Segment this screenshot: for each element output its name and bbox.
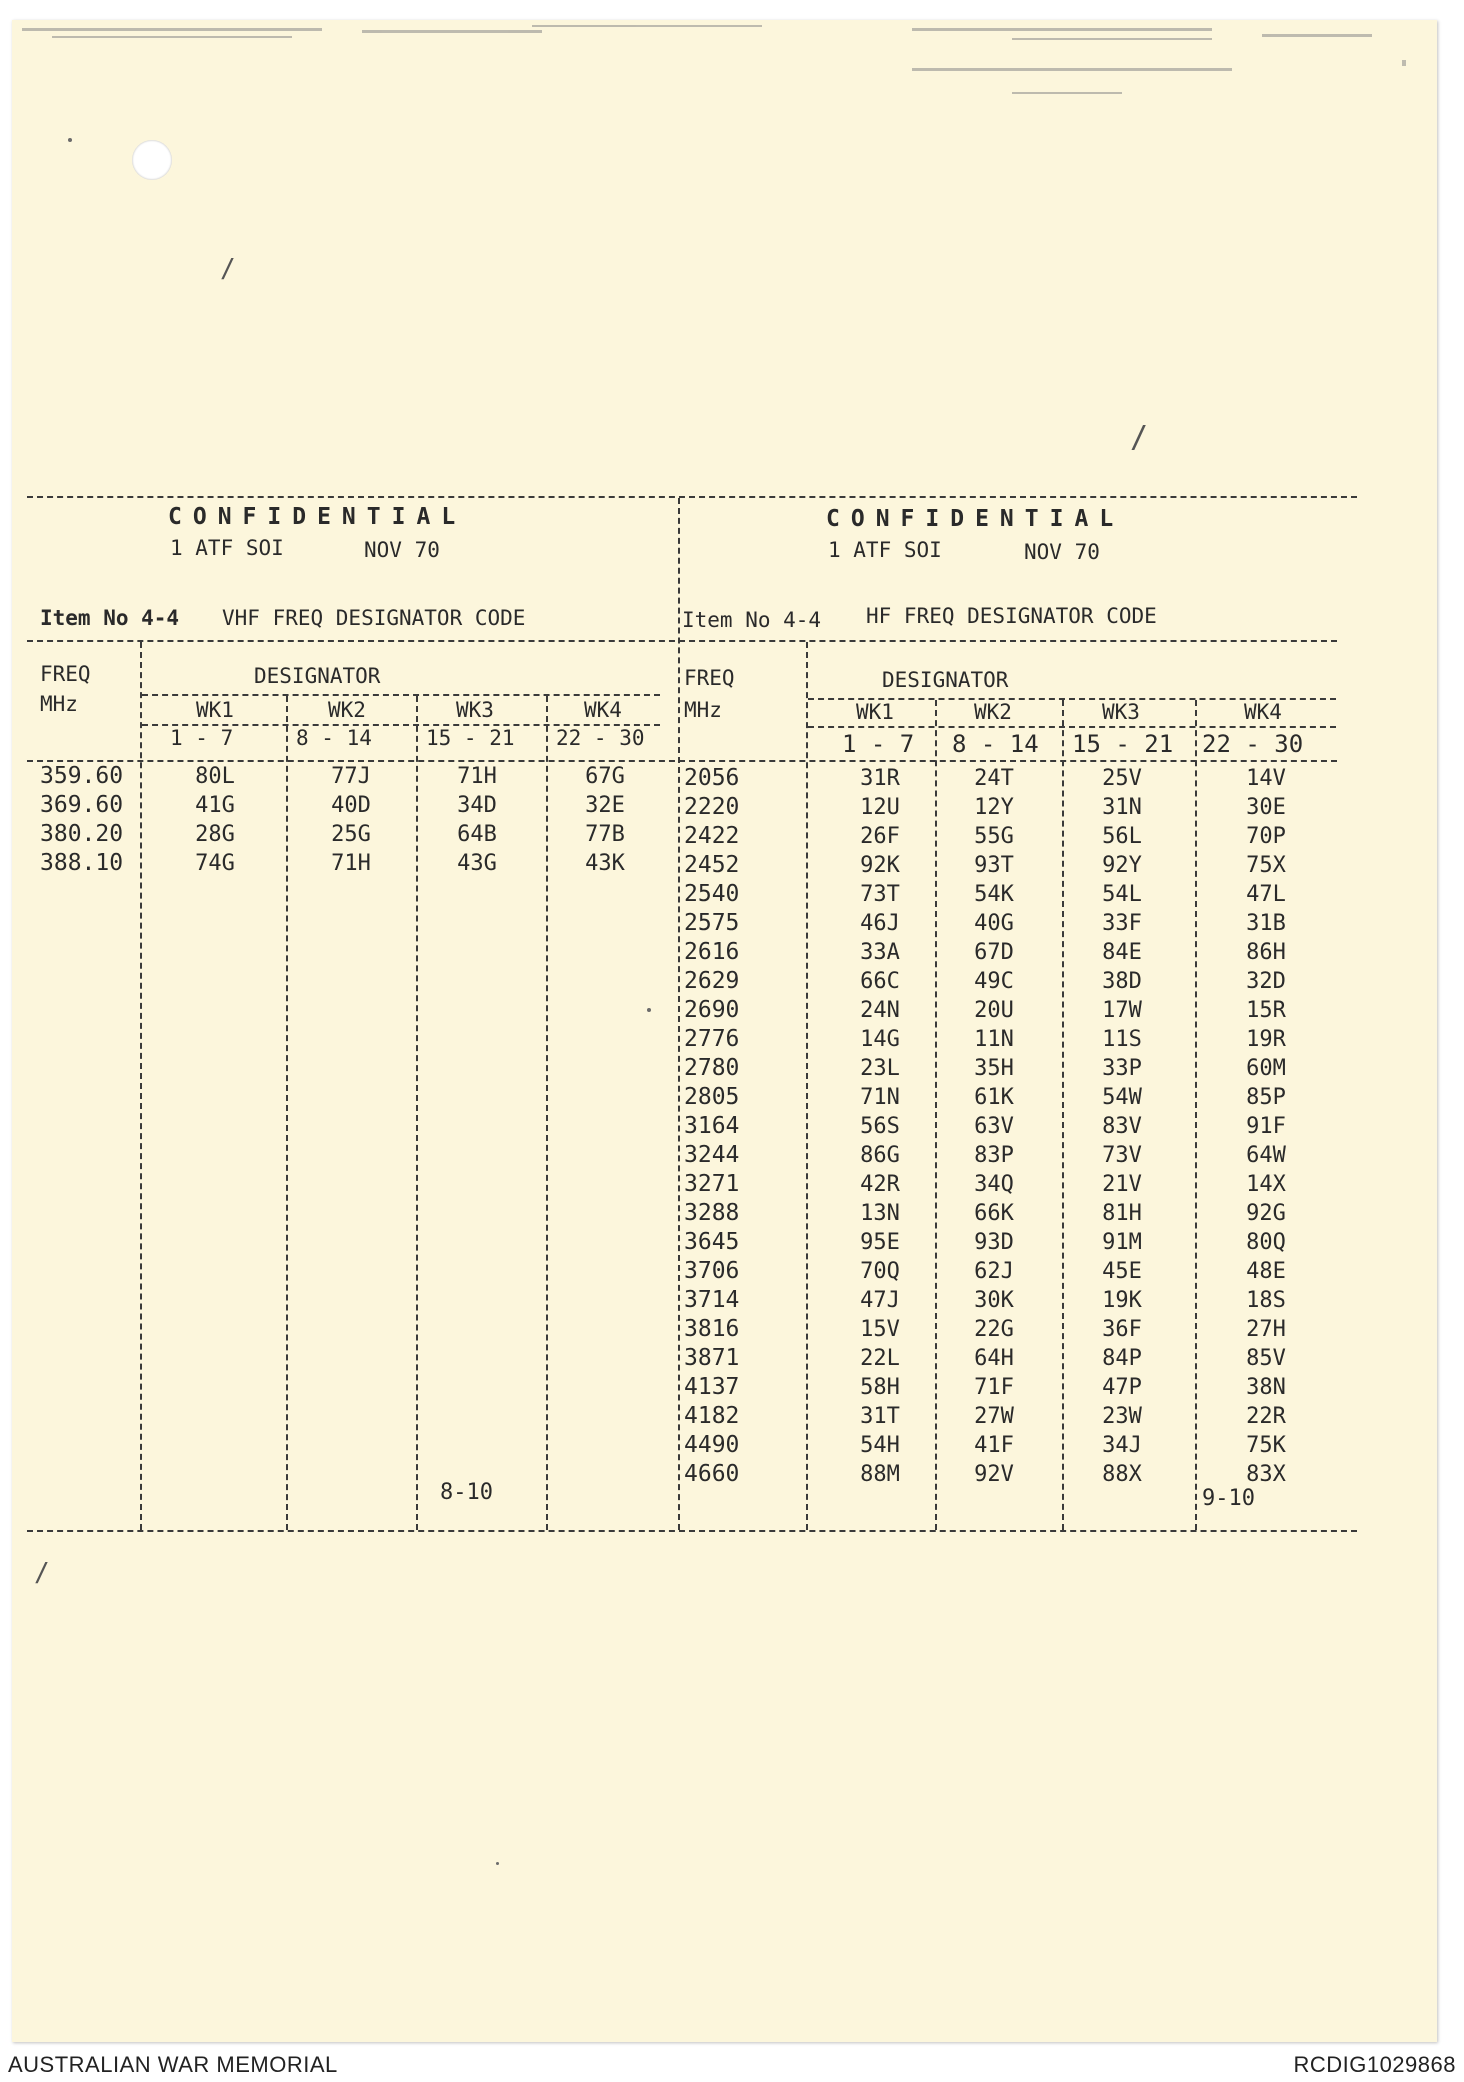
table-row [0, 967, 1464, 996]
wk1-cell: 28G [195, 822, 235, 847]
right-date-label: NOV 70 [1024, 540, 1100, 564]
wk2-cell: 55G [974, 824, 1014, 849]
wk1-cell: 13N [860, 1201, 900, 1226]
freq-cell: 3706 [684, 1258, 740, 1284]
top-edge-smudges [12, 20, 1437, 130]
wk3-cell: 31N [1102, 795, 1142, 820]
wk3-cell: 91M [1102, 1230, 1142, 1255]
wk1-cell: 31T [860, 1404, 900, 1429]
wk3-cell: 25V [1102, 766, 1142, 791]
wk1-cell: 31R [860, 766, 900, 791]
wk4-cell: 77B [585, 822, 625, 847]
header-rule [27, 640, 1337, 642]
wk2-cell: 71F [974, 1375, 1014, 1400]
wk3-cell: 38D [1102, 969, 1142, 994]
left-soi-label: 1 ATF SOI [170, 536, 284, 560]
wk4-cell: 64W [1246, 1143, 1286, 1168]
table-row [0, 938, 1464, 967]
wk2-cell: 93T [974, 853, 1014, 878]
wk2-cell: 40D [331, 793, 371, 818]
wk1-cell: 70Q [860, 1259, 900, 1284]
left-page-reference: 8-10 [440, 1480, 493, 1505]
left-wk3-header: WK3 [456, 698, 494, 722]
freq-cell: 369.60 [40, 792, 124, 818]
left-range-3: 15 - 21 [426, 726, 515, 750]
table-row [0, 1431, 1464, 1460]
wk4-cell: 19R [1246, 1027, 1286, 1052]
freq-cell: 4182 [684, 1403, 740, 1429]
table-row [0, 1257, 1464, 1286]
wk1-cell: 26F [860, 824, 900, 849]
wk1-cell: 33A [860, 940, 900, 965]
wk3-cell: 23W [1102, 1404, 1142, 1429]
freq-cell: 3271 [684, 1171, 740, 1197]
right-confidential-heading: CONFIDENTIAL [826, 506, 1125, 532]
wk2-cell: 62J [974, 1259, 1014, 1284]
wk2-cell: 83P [974, 1143, 1014, 1168]
right-item-number: Item No 4-4 [682, 608, 822, 632]
right-unit-label: MHz [684, 698, 722, 722]
wk3-cell: 54L [1102, 882, 1142, 907]
table-row [0, 1199, 1464, 1228]
wk4-cell: 38N [1246, 1375, 1286, 1400]
wk3-cell: 71H [457, 764, 497, 789]
wk2-cell: 22G [974, 1317, 1014, 1342]
document-page: / / / [12, 20, 1437, 2042]
wk1-cell: 54H [860, 1433, 900, 1458]
wk4-cell: 31B [1246, 911, 1286, 936]
wk4-cell: 85P [1246, 1085, 1286, 1110]
table-row [0, 1054, 1464, 1083]
wk1-cell: 86G [860, 1143, 900, 1168]
wk2-cell: 11N [974, 1027, 1014, 1052]
wk1-cell: 88M [860, 1462, 900, 1487]
wk4-cell: 75X [1246, 853, 1286, 878]
table-row [0, 996, 1464, 1025]
footer-source-label: AUSTRALIAN WAR MEMORIAL [8, 2052, 338, 2077]
wk4-cell: 92G [1246, 1201, 1286, 1226]
table-row [0, 1170, 1464, 1199]
wk2-cell: 49C [974, 969, 1014, 994]
wk3-cell: 34D [457, 793, 497, 818]
wk4-cell: 75K [1246, 1433, 1286, 1458]
right-table-body [0, 764, 1464, 1489]
left-wk4-header: WK4 [584, 698, 622, 722]
wk4-cell: 27H [1246, 1317, 1286, 1342]
wk1-cell: 12U [860, 795, 900, 820]
wk2-cell: 35H [974, 1056, 1014, 1081]
wk2-cell: 71H [331, 851, 371, 876]
table-row [0, 1286, 1464, 1315]
table-top-rule [27, 496, 1357, 498]
wk1-cell: 47J [860, 1288, 900, 1313]
wk4-cell: 47L [1246, 882, 1286, 907]
wk1-cell: 56S [860, 1114, 900, 1139]
freq-cell: 3871 [684, 1345, 740, 1371]
wk1-cell: 73T [860, 882, 900, 907]
left-wk2-header: WK2 [328, 698, 366, 722]
freq-cell: 2220 [684, 794, 740, 820]
wk1-cell: 15V [860, 1317, 900, 1342]
wk4-cell: 14V [1246, 766, 1286, 791]
wk1-cell: 80L [195, 764, 235, 789]
right-wk1-header: WK1 [856, 700, 894, 724]
table-row [0, 1228, 1464, 1257]
freq-cell: 3288 [684, 1200, 740, 1226]
freq-cell: 359.60 [40, 763, 124, 789]
left-designator-label: DESIGNATOR [254, 664, 381, 688]
right-table-title: HF FREQ DESIGNATOR CODE [866, 604, 1157, 628]
wk3-cell: 33F [1102, 911, 1142, 936]
table-row [0, 1460, 1464, 1489]
wk2-cell: 40G [974, 911, 1014, 936]
wk3-cell: 83V [1102, 1114, 1142, 1139]
wk3-cell: 33P [1102, 1056, 1142, 1081]
left-wk1-header: WK1 [196, 698, 234, 722]
freq-cell: 388.10 [40, 850, 124, 876]
right-range-3: 15 - 21 [1072, 730, 1174, 758]
left-table-title: VHF FREQ DESIGNATOR CODE [222, 606, 526, 630]
wk4-cell: 85V [1246, 1346, 1286, 1371]
table-row [0, 1315, 1464, 1344]
freq-cell: 2690 [684, 997, 740, 1023]
wk4-cell: 67G [585, 764, 625, 789]
right-range-2: 8 - 14 [952, 730, 1039, 758]
table-row [0, 1083, 1464, 1112]
wk2-cell: 24T [974, 766, 1014, 791]
wk4-cell: 18S [1246, 1288, 1286, 1313]
wk2-cell: 92V [974, 1462, 1014, 1487]
right-designator-label: DESIGNATOR [882, 668, 1009, 692]
wk4-cell: 32D [1246, 969, 1286, 994]
wk3-cell: 45E [1102, 1259, 1142, 1284]
left-confidential-heading: CONFIDENTIAL [168, 504, 467, 530]
wk2-cell: 64H [974, 1346, 1014, 1371]
wk1-cell: 24N [860, 998, 900, 1023]
wk4-cell: 48E [1246, 1259, 1286, 1284]
table-row [0, 909, 1464, 938]
wk2-cell: 34Q [974, 1172, 1014, 1197]
wk2-cell: 25G [331, 822, 371, 847]
wk2-cell: 77J [331, 764, 371, 789]
table-row [0, 1141, 1464, 1170]
table-row [0, 851, 1464, 880]
wk2-cell: 66K [974, 1201, 1014, 1226]
freq-cell: 4137 [684, 1374, 740, 1400]
table-row [0, 880, 1464, 909]
left-range-1: 1 - 7 [170, 726, 234, 750]
wk2-cell: 27W [974, 1404, 1014, 1429]
wk2-cell: 61K [974, 1085, 1014, 1110]
table-row [0, 1344, 1464, 1373]
wk4-cell: 91F [1246, 1114, 1286, 1139]
wk4-cell: 22R [1246, 1404, 1286, 1429]
left-range-4: 22 - 30 [556, 726, 645, 750]
freq-cell: 2056 [684, 765, 740, 791]
left-item-number: Item No 4-4 [40, 606, 180, 630]
table-row [0, 1025, 1464, 1054]
table-row [0, 793, 1464, 822]
right-page-reference: 9-10 [1202, 1486, 1255, 1511]
freq-cell: 3714 [684, 1287, 740, 1313]
wk1-cell: 71N [860, 1085, 900, 1110]
freq-cell: 2575 [684, 910, 740, 936]
wk4-cell: 70P [1246, 824, 1286, 849]
left-unit-label: MHz [40, 692, 78, 716]
freq-cell: 4490 [684, 1432, 740, 1458]
freq-cell: 2540 [684, 881, 740, 907]
wk3-cell: 73V [1102, 1143, 1142, 1168]
freq-cell: 380.20 [40, 821, 124, 847]
right-wk4-header: WK4 [1244, 700, 1282, 724]
wk3-cell: 17W [1102, 998, 1142, 1023]
footer-record-id: RCDIG1029868 [1293, 2052, 1456, 2077]
freq-cell: 3244 [684, 1142, 740, 1168]
wk3-cell: 36F [1102, 1317, 1142, 1342]
wk2-cell: 93D [974, 1230, 1014, 1255]
freq-cell: 3164 [684, 1113, 740, 1139]
wk4-cell: 86H [1246, 940, 1286, 965]
wk3-cell: 81H [1102, 1201, 1142, 1226]
wk1-cell: 58H [860, 1375, 900, 1400]
right-wk2-header: WK2 [974, 700, 1012, 724]
designator-rule [142, 694, 660, 696]
table-row [0, 822, 1464, 851]
left-date-label: NOV 70 [364, 538, 440, 562]
wk4-cell: 14X [1246, 1172, 1286, 1197]
wk3-cell: 47P [1102, 1375, 1142, 1400]
freq-cell: 2629 [684, 968, 740, 994]
wk3-cell: 21V [1102, 1172, 1142, 1197]
left-range-2: 8 - 14 [296, 726, 372, 750]
wk2-cell: 20U [974, 998, 1014, 1023]
wk4-cell: 30E [1246, 795, 1286, 820]
wk1-cell: 74G [195, 851, 235, 876]
wk3-cell: 92Y [1102, 853, 1142, 878]
freq-cell: 2776 [684, 1026, 740, 1052]
wk1-cell: 95E [860, 1230, 900, 1255]
right-range-4: 22 - 30 [1202, 730, 1304, 758]
wk4-cell: 32E [585, 793, 625, 818]
freq-cell: 2805 [684, 1084, 740, 1110]
freq-cell: 2452 [684, 852, 740, 878]
wk2-cell: 54K [974, 882, 1014, 907]
wk2-cell: 63V [974, 1114, 1014, 1139]
wk1-cell: 22L [860, 1346, 900, 1371]
wk1-cell: 14G [860, 1027, 900, 1052]
wk1-cell: 46J [860, 911, 900, 936]
wk2-cell: 67D [974, 940, 1014, 965]
left-freq-label: FREQ [40, 662, 91, 686]
wk3-cell: 43G [457, 851, 497, 876]
wk4-cell: 83X [1246, 1462, 1286, 1487]
freq-cell: 2616 [684, 939, 740, 965]
wk4-cell: 43K [585, 851, 625, 876]
wk4-cell: 60M [1246, 1056, 1286, 1081]
table-bottom-rule [27, 1530, 1357, 1532]
freq-cell: 4660 [684, 1461, 740, 1487]
right-freq-label: FREQ [684, 666, 735, 690]
wk1-cell: 42R [860, 1172, 900, 1197]
table-row [0, 1402, 1464, 1431]
freq-cell: 2780 [684, 1055, 740, 1081]
wk4-cell: 15R [1246, 998, 1286, 1023]
wk3-cell: 84P [1102, 1346, 1142, 1371]
wk3-cell: 34J [1102, 1433, 1142, 1458]
wk3-cell: 56L [1102, 824, 1142, 849]
wk3-cell: 64B [457, 822, 497, 847]
wk2-cell: 41F [974, 1433, 1014, 1458]
wk3-cell: 54W [1102, 1085, 1142, 1110]
wk1-cell: 41G [195, 793, 235, 818]
wk3-cell: 19K [1102, 1288, 1142, 1313]
wk2-cell: 12Y [974, 795, 1014, 820]
wk4-cell: 80Q [1246, 1230, 1286, 1255]
table-row [0, 764, 1464, 793]
wk3-cell: 11S [1102, 1027, 1142, 1052]
wk2-cell: 30K [974, 1288, 1014, 1313]
right-soi-label: 1 ATF SOI [828, 538, 942, 562]
week-rule [808, 726, 1336, 728]
table-row [0, 1373, 1464, 1402]
freq-cell: 2422 [684, 823, 740, 849]
punch-hole [132, 140, 172, 180]
freq-cell: 3816 [684, 1316, 740, 1342]
wk1-cell: 23L [860, 1056, 900, 1081]
right-wk3-header: WK3 [1102, 700, 1140, 724]
wk1-cell: 66C [860, 969, 900, 994]
wk1-cell: 92K [860, 853, 900, 878]
freq-cell: 3645 [684, 1229, 740, 1255]
table-row [0, 1112, 1464, 1141]
wk3-cell: 84E [1102, 940, 1142, 965]
wk3-cell: 88X [1102, 1462, 1142, 1487]
right-range-1: 1 - 7 [842, 730, 915, 758]
